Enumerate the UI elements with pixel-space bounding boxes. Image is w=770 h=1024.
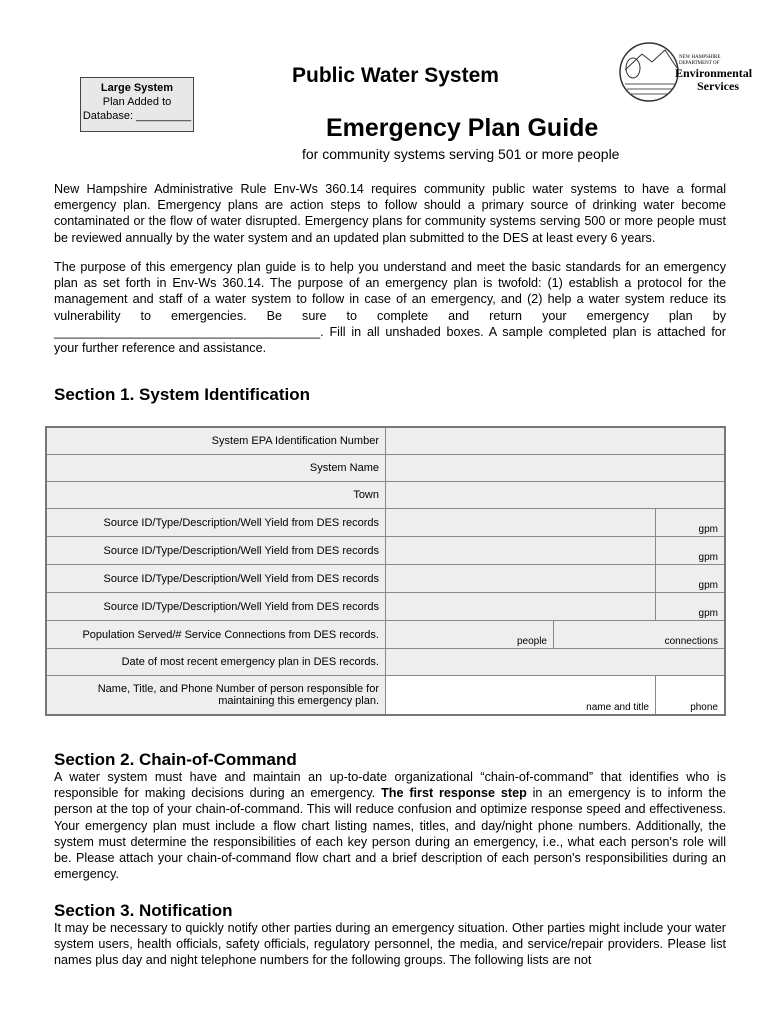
town-field[interactable]	[386, 482, 726, 509]
section2-text-cont: in an emergency is to inform the person at the top of your chain-of-command. This will reduce confusion and optimize response speed and effectiveness. Your emergency plan must include a flow chart listing names, titles, and day/night phone numbers. Additionally, the system must determine the responsibilities of each key person during an emergency, i.e., what each person's role will be. Please attach your chain-of-command flow chart and a brief description of each person's responsibilities during an emergency.	[54, 786, 726, 882]
system-identification-table	[45, 426, 726, 716]
date-field[interactable]	[386, 649, 726, 676]
section2-text: A water system must have and maintain an up-to-date organizational “chain-of-command” that identifies who is responsible for making decisions during an emergency.	[54, 770, 726, 801]
svg-text:NEW HAMPSHIRE: NEW HAMPSHIRE	[679, 55, 721, 60]
source-field[interactable]	[386, 509, 656, 537]
title: Public Water System	[292, 64, 499, 87]
epa-field[interactable]	[386, 427, 726, 455]
source-field[interactable]	[386, 537, 656, 565]
gpm-field[interactable]: gpm	[656, 593, 726, 621]
section2-paragraph	[54, 769, 726, 882]
section3-paragraph: It may be necessary to quickly notify other parties during an emergency situation. Other parties might include your water system users, health officials, safety officials, regulatory personnel, the media, and service/repair providers. Please list names plus day and night telephone numbers for the following groups. The following lists are not	[54, 921, 726, 968]
responsible-label: Name, Title, and Phone Number of person responsible for maintaining this emergency plan.	[46, 676, 386, 716]
name-title-field[interactable]: name and title	[386, 676, 656, 716]
system-name-field[interactable]	[386, 455, 726, 482]
source-label: Source ID/Type/Description/Well Yield from DES records	[46, 565, 386, 593]
town-label: Town	[46, 482, 386, 509]
db-line2: Plan Added to	[102, 96, 172, 108]
source-label: Source ID/Type/Description/Well Yield from DES records	[46, 509, 386, 537]
source-label: Source ID/Type/Description/Well Yield from DES records	[46, 593, 386, 621]
svg-text:Services: Services	[697, 79, 739, 93]
intro-paragraph-1: New Hampshire Administrative Rule Env-Ws 360.14 requires community public water systems to have a formal emergency plan. Emergency plans are action steps to follow should a primary source of drinking water become contaminated or the flow of water disrupted. Emergency plans for community systems serving 500 or more people must be reviewed annually by the water system and an updated plan submitted to the DES at least every 6 years.	[54, 182, 726, 245]
db-line1: Large System	[100, 82, 174, 94]
gpm-field[interactable]: gpm	[656, 537, 726, 565]
intro-paragraph-2: The purpose of this emergency plan guide is to help you understand and meet the basic standards for an emergency plan as set forth in Env-Ws 360.14. The purpose of an emergency plan is twofold: (1) establish a protocol for the management and staff of a water system to follow in case of an emergency, and (2) help a water system reduce its vulnerability to emergencies. Be sure to complete and return your emergency plan by ______________________________________. Fill in all unshaded boxes. A sample completed plan is attached for your further reference and assistance.	[54, 260, 726, 356]
gpm-field[interactable]: gpm	[656, 565, 726, 593]
svg-text:DEPARTMENT OF: DEPARTMENT OF	[679, 61, 720, 66]
des-logo	[617, 40, 753, 110]
source-field[interactable]	[386, 565, 656, 593]
db-line3: Database: _________	[82, 110, 192, 122]
section2-bold: The first response step	[381, 786, 527, 801]
source-label: Source ID/Type/Description/Well Yield from DES records	[46, 537, 386, 565]
connections-field[interactable]: connections	[554, 621, 726, 649]
date-label: Date of most recent emergency plan in DES records.	[46, 649, 386, 676]
section1-heading: Section 1. System Identification	[54, 385, 311, 404]
phone-field[interactable]: phone	[656, 676, 726, 716]
population-label: Population Served/# Service Connections from DES records.	[46, 621, 386, 649]
section2-heading: Section 2. Chain-of-Command	[54, 750, 297, 769]
people-field[interactable]: people	[386, 621, 554, 649]
system-name-label: System Name	[46, 455, 386, 482]
epa-label: System EPA Identification Number	[46, 427, 386, 455]
gpm-field[interactable]: gpm	[656, 509, 726, 537]
section3-heading: Section 3. Notification	[54, 901, 233, 920]
guide-title: Emergency Plan Guide	[326, 114, 599, 142]
database-box	[80, 77, 194, 132]
svg-text:Environmental: Environmental	[675, 66, 753, 80]
subtitle: for community systems serving 501 or more people	[302, 146, 620, 162]
source-field[interactable]	[386, 593, 656, 621]
